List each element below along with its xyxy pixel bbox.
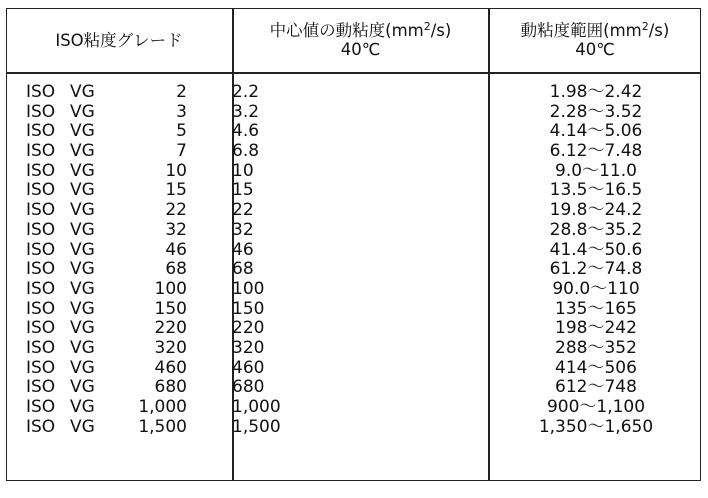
row-vg-label: VG	[70, 298, 95, 319]
row-vg-label: VG	[70, 357, 95, 378]
row-range-value: 1.98〜2.42	[549, 82, 643, 102]
table-row	[0, 221, 708, 241]
row-iso-label: ISO	[26, 278, 56, 299]
row-grade-value: 68	[165, 259, 187, 280]
row-center-value: 320	[232, 337, 265, 358]
header-grade	[6, 8, 232, 72]
table-row	[0, 339, 708, 359]
row-center-value: 22	[232, 200, 254, 221]
header-viscosity-range	[489, 8, 701, 72]
row-grade-value: 460	[154, 357, 187, 378]
header-center-viscosity	[233, 8, 488, 72]
row-vg-label: VG	[70, 377, 95, 398]
row-range-value: 90.0〜110	[552, 278, 640, 299]
row-vg-label: VG	[70, 141, 95, 162]
row-grade-value: 1,500	[138, 416, 187, 437]
header-center-temp: 40℃	[340, 40, 381, 59]
row-vg-label: VG	[70, 82, 95, 102]
row-iso-label: ISO	[26, 318, 56, 339]
row-iso-label: ISO	[26, 416, 56, 437]
row-vg-label: VG	[70, 180, 95, 201]
row-center-value: 2.2	[232, 82, 260, 102]
row-center-value: 68	[232, 259, 254, 280]
table-row	[0, 162, 708, 182]
row-vg-label: VG	[70, 397, 95, 417]
row-range-value: 2.28〜3.52	[549, 101, 643, 122]
row-iso-label: ISO	[26, 377, 56, 398]
row-grade-value: 680	[154, 377, 187, 398]
table-row	[0, 201, 708, 221]
row-vg-label: VG	[70, 239, 95, 260]
row-center-value: 150	[232, 298, 265, 319]
row-range-value: 19.8〜24.2	[549, 200, 643, 221]
row-range-value: 1,350〜1,650	[538, 416, 654, 437]
table-row	[0, 260, 708, 280]
header-grade-label: ISO粘度グレード	[55, 30, 183, 50]
table-row	[0, 418, 708, 438]
row-iso-label: ISO	[26, 101, 56, 122]
row-grade-value: 150	[154, 298, 187, 319]
row-iso-label: ISO	[26, 239, 56, 260]
row-grade-value: 32	[165, 219, 187, 240]
table-row	[0, 142, 708, 162]
row-center-value: 460	[232, 357, 265, 378]
row-range-value: 61.2〜74.8	[549, 259, 643, 280]
header-center-sup: 2	[423, 20, 431, 33]
row-range-value: 41.4〜50.6	[549, 239, 643, 260]
row-vg-label: VG	[70, 160, 95, 181]
row-range-value: 900〜1,100	[546, 397, 646, 417]
row-range-value: 9.0〜11.0	[555, 160, 637, 181]
row-grade-value: 3	[176, 101, 187, 122]
table-body	[0, 83, 708, 437]
row-vg-label: VG	[70, 101, 95, 122]
row-grade-value: 7	[176, 141, 187, 162]
row-center-value: 32	[232, 219, 254, 240]
row-iso-label: ISO	[26, 180, 56, 201]
table-row	[0, 83, 708, 103]
row-range-value: 414〜506	[555, 357, 637, 378]
row-center-value: 1,500	[232, 416, 281, 437]
table-row	[0, 280, 708, 300]
table-row	[0, 359, 708, 379]
row-vg-label: VG	[70, 121, 95, 142]
row-iso-label: ISO	[26, 219, 56, 240]
row-grade-value: 1,000	[138, 397, 187, 417]
row-grade-value: 100	[154, 278, 187, 299]
row-center-value: 100	[232, 278, 265, 299]
row-iso-label: ISO	[26, 298, 56, 319]
header-range-line1	[521, 21, 670, 40]
row-range-value: 28.8〜35.2	[549, 219, 643, 240]
row-grade-value: 320	[154, 337, 187, 358]
row-range-value: 6.12〜7.48	[549, 141, 643, 162]
header-center-unit: /s)	[430, 21, 452, 40]
header-range-text: 動粘度範囲(mm	[520, 21, 642, 40]
row-center-value: 4.6	[232, 121, 260, 142]
row-iso-label: ISO	[26, 160, 56, 181]
row-center-value: 10	[232, 160, 254, 181]
row-vg-label: VG	[70, 219, 95, 240]
row-center-value: 680	[232, 377, 265, 398]
header-center-line1	[270, 21, 452, 40]
row-vg-label: VG	[70, 200, 95, 221]
row-center-value: 220	[232, 318, 265, 339]
header-divider	[6, 72, 701, 74]
header-range-temp: 40℃	[575, 40, 615, 59]
row-grade-value: 2	[176, 82, 187, 102]
row-grade-value: 5	[176, 121, 187, 142]
row-grade-value: 220	[154, 318, 187, 339]
row-vg-label: VG	[70, 259, 95, 280]
row-grade-value: 15	[165, 180, 187, 201]
table-row	[0, 122, 708, 142]
table-row	[0, 241, 708, 261]
row-range-value: 13.5〜16.5	[549, 180, 643, 201]
row-range-value: 612〜748	[555, 377, 637, 398]
row-iso-label: ISO	[26, 82, 56, 102]
row-grade-value: 22	[165, 200, 187, 221]
row-iso-label: ISO	[26, 259, 56, 280]
row-range-value: 198〜242	[555, 318, 637, 339]
row-vg-label: VG	[70, 337, 95, 358]
row-grade-value: 10	[165, 160, 187, 181]
table-row	[0, 103, 708, 123]
table-row	[0, 300, 708, 320]
table-row	[0, 378, 708, 398]
row-center-value: 3.2	[232, 101, 260, 122]
table-row	[0, 319, 708, 339]
row-vg-label: VG	[70, 416, 95, 437]
row-range-value: 288〜352	[555, 337, 637, 358]
row-range-value: 4.14〜5.06	[549, 121, 643, 142]
row-vg-label: VG	[70, 278, 95, 299]
row-iso-label: ISO	[26, 200, 56, 221]
header-center-text: 中心値の動粘度(mm	[269, 21, 424, 40]
row-grade-value: 46	[165, 239, 187, 260]
row-iso-label: ISO	[26, 397, 56, 417]
row-center-value: 15	[232, 180, 254, 201]
row-iso-label: ISO	[26, 337, 56, 358]
row-center-value: 46	[232, 239, 254, 260]
table-row	[0, 398, 708, 418]
header-range-unit: /s)	[648, 21, 670, 40]
row-center-value: 6.8	[232, 141, 260, 162]
row-iso-label: ISO	[26, 357, 56, 378]
header-range-sup: 2	[641, 20, 649, 33]
row-range-value: 135〜165	[555, 298, 637, 319]
row-center-value: 1,000	[232, 397, 281, 417]
row-iso-label: ISO	[26, 141, 56, 162]
row-iso-label: ISO	[26, 121, 56, 142]
table-row	[0, 181, 708, 201]
row-vg-label: VG	[70, 318, 95, 339]
